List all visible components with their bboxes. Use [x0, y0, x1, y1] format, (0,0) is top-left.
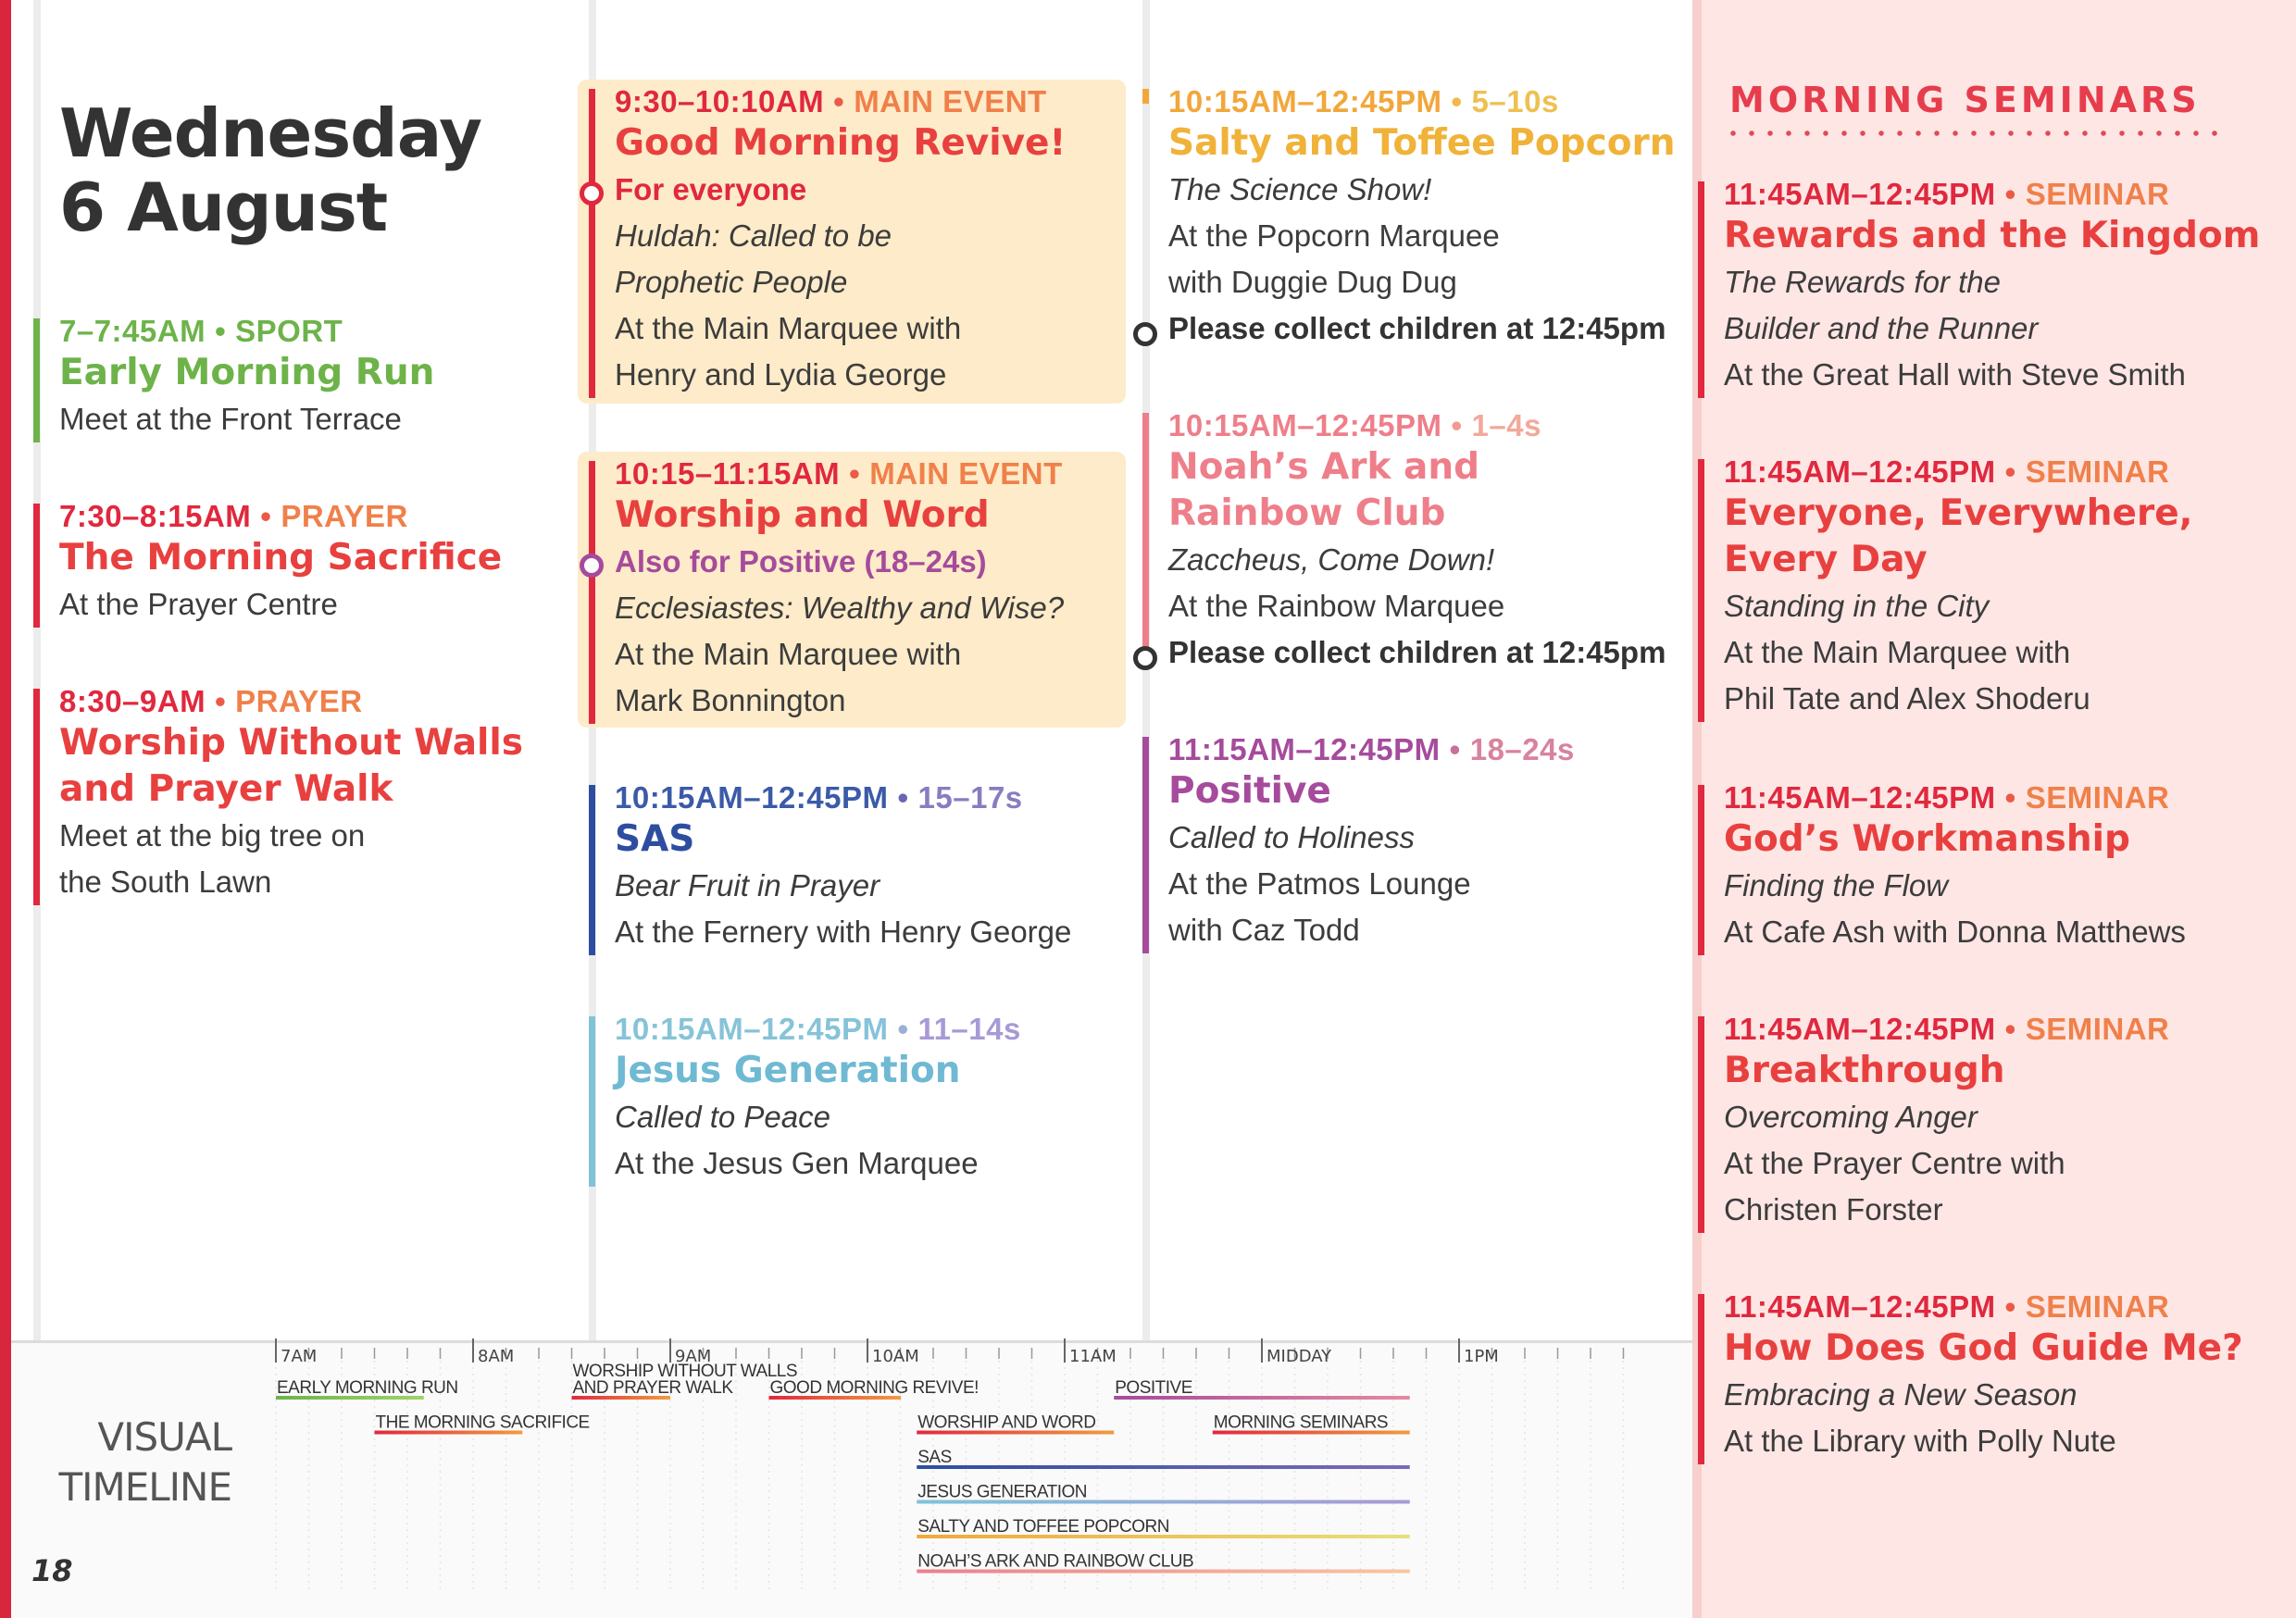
event-time: 8:30–9AM: [59, 684, 206, 718]
event-theme: Finding the Flow: [1724, 868, 1949, 902]
event-theme: Called to Holiness: [1168, 820, 1415, 854]
event-category: SEMINAR: [2025, 454, 2170, 489]
event-name: Worship Without Walls: [59, 722, 523, 764]
timeline-hour-label: 9AM: [675, 1347, 712, 1366]
event-theme: Huldah: Called to be: [615, 218, 892, 253]
event-location: At the Patmos Lounge: [1168, 866, 1471, 901]
event-location: At the Prayer Centre: [59, 587, 338, 621]
event-name: Worship and Word: [615, 494, 990, 536]
event-category: SEMINAR: [2025, 1012, 2170, 1046]
event-category: 18–24s: [1469, 732, 1575, 766]
timeline-bar-label: JESUS GENERATION: [917, 1482, 1087, 1502]
event-location: with Duggie Dug Dug: [1168, 265, 1457, 299]
separator-dot: •: [2004, 1012, 2016, 1046]
event-theme: Bear Fruit in Prayer: [615, 868, 880, 902]
event-time: 10:15AM–12:45PM: [615, 1012, 889, 1046]
event-location: At the Library with Polly Nute: [1724, 1424, 2116, 1458]
event-category: 15–17s: [917, 780, 1023, 815]
event-name: Rewards and the Kingdom: [1724, 215, 2261, 256]
timeline-hour-label: 1PM: [1464, 1347, 1499, 1366]
timeline-hour-label: 8AM: [478, 1347, 515, 1366]
event-location: At the Rainbow Marquee: [1168, 589, 1505, 623]
timeline-bar-label: WORSHIP WITHOUT WALLS: [572, 1362, 798, 1381]
separator-dot: •: [2004, 1289, 2016, 1324]
event-category: SEMINAR: [2025, 177, 2170, 211]
event-time: 11:15AM–12:45PM: [1168, 732, 1441, 766]
page-number: 18: [31, 1553, 73, 1588]
event-audience: For everyone: [615, 172, 807, 206]
separator-dot: •: [2004, 454, 2016, 489]
timeline-title-line: VISUAL: [97, 1414, 231, 1460]
event-location: At the Popcorn Marquee: [1168, 218, 1500, 253]
timeline-bar-label: THE MORNING SACRIFICE: [375, 1413, 590, 1433]
separator-dot: •: [1451, 84, 1463, 118]
timeline-bar-label: EARLY MORNING RUN: [277, 1378, 458, 1398]
separator-dot: •: [2004, 780, 2016, 815]
timeline-bar-label: SALTY AND TOFFEE POPCORN: [917, 1517, 1169, 1537]
day-name: Wednesday: [59, 94, 482, 172]
event-theme: Prophetic People: [615, 265, 848, 299]
timeline-hour-label: 10AM: [872, 1347, 919, 1366]
event-location: with Caz Todd: [1168, 913, 1360, 947]
event-name: Good Morning Revive!: [615, 122, 1067, 164]
event-time: 10:15AM–12:45PM: [615, 780, 889, 815]
event-location: Meet at the Front Terrace: [59, 402, 402, 436]
event-name: God’s Workmanship: [1724, 818, 2130, 860]
event-time: 7–7:45AM: [59, 314, 206, 348]
event-time: 10:15AM–12:45PM: [1168, 408, 1442, 442]
event-location: At the Fernery with Henry George: [615, 915, 1072, 949]
separator-dot: •: [260, 499, 272, 533]
separator-dot: •: [897, 780, 909, 815]
event-time: 7:30–8:15AM: [59, 499, 252, 533]
event-theme: The Rewards for the: [1724, 265, 2001, 299]
event-time: 11:45AM–12:45PM: [1724, 177, 1996, 211]
event-name: Early Morning Run: [59, 352, 435, 393]
timeline-hour-label: 7AM: [281, 1347, 318, 1366]
event-theme: Zaccheus, Come Down!: [1168, 542, 1495, 577]
event-location: Christen Forster: [1724, 1192, 1943, 1226]
event-location: At the Prayer Centre with: [1724, 1146, 2065, 1180]
event-location: Meet at the big tree on: [59, 818, 366, 853]
event-location: At the Jesus Gen Marquee: [615, 1146, 979, 1180]
event-location: Mark Bonnington: [615, 683, 846, 717]
timeline-bar-label: POSITIVE: [1115, 1378, 1192, 1398]
event-location: At the Main Marquee with: [615, 311, 962, 345]
seminars-heading: MORNING SEMINARS: [1729, 80, 2201, 120]
event-name: The Morning Sacrifice: [59, 537, 503, 579]
event-category: 5–10s: [1471, 84, 1559, 118]
event-name: Rainbow Club: [1168, 492, 1446, 534]
event-category: MAIN EVENT: [869, 456, 1063, 491]
event-category: PRAYER: [281, 499, 408, 533]
timeline-bar-label: SAS: [917, 1448, 952, 1467]
event-name: and Prayer Walk: [59, 768, 393, 810]
event-category: PRAYER: [235, 684, 363, 718]
event-name: Breakthrough: [1724, 1050, 2005, 1091]
event-time: 11:45AM–12:45PM: [1724, 780, 1996, 815]
separator-dot: •: [833, 84, 845, 118]
separator-dot: •: [215, 314, 227, 348]
event-category: 1–4s: [1471, 408, 1541, 442]
event-location: At the Main Marquee with: [1724, 635, 2071, 669]
event-name: Every Day: [1724, 539, 1928, 580]
separator-dot: •: [1449, 732, 1461, 766]
event-location: At the Great Hall with Steve Smith: [1724, 357, 2186, 392]
timeline-bar-label: MORNING SEMINARS: [1213, 1413, 1389, 1433]
timeline-title-line: TIMELINE: [58, 1464, 231, 1510]
event-collect-note: Please collect children at 12:45pm: [1168, 635, 1666, 669]
event-theme: Standing in the City: [1724, 589, 1990, 623]
timeline-bar: [917, 1465, 1410, 1469]
separator-dot: •: [2004, 177, 2016, 211]
event-category: SEMINAR: [2025, 1289, 2170, 1324]
event-name: SAS: [615, 818, 695, 860]
event-time: 9:30–10:10AM: [615, 84, 825, 118]
event-name: Positive: [1168, 770, 1331, 812]
event-time: 10:15–11:15AM: [615, 456, 841, 491]
event-name: How Does God Guide Me?: [1724, 1327, 2243, 1369]
event-name: Noah’s Ark and: [1168, 446, 1480, 488]
event-name: Everyone, Everywhere,: [1724, 492, 2193, 534]
event-time: 11:45AM–12:45PM: [1724, 1289, 1996, 1324]
event-location: the South Lawn: [59, 865, 272, 899]
event-audience: Also for Positive (18–24s): [615, 544, 987, 579]
separator-dot: •: [215, 684, 227, 718]
event-location: At the Main Marquee with: [615, 637, 962, 671]
day-date: 6 August: [59, 168, 388, 246]
timeline-bar-label: GOOD MORNING REVIVE!: [769, 1378, 979, 1398]
event-location: At Cafe Ash with Donna Matthews: [1724, 915, 2186, 949]
separator-dot: •: [897, 1012, 909, 1046]
event-theme: Called to Peace: [615, 1100, 830, 1134]
event-time: 11:45AM–12:45PM: [1724, 1012, 1996, 1046]
event-collect-note: Please collect children at 12:45pm: [1168, 311, 1666, 345]
event-location: Phil Tate and Alex Shoderu: [1724, 681, 2090, 716]
event-time: 10:15AM–12:45PM: [1168, 84, 1442, 118]
event-name: Jesus Generation: [615, 1050, 961, 1091]
event-time: 11:45AM–12:45PM: [1724, 454, 1996, 489]
event-category: MAIN EVENT: [854, 84, 1047, 118]
event-name: Salty and Toffee Popcorn: [1168, 122, 1676, 164]
timeline-hour-label: MIDDAY: [1267, 1347, 1332, 1366]
timeline-bar-label: WORSHIP AND WORD: [917, 1413, 1096, 1433]
event-theme: Overcoming Anger: [1724, 1100, 1978, 1134]
separator-dot: •: [849, 456, 861, 491]
event-location: Henry and Lydia George: [615, 357, 947, 392]
separator-dot: •: [1451, 408, 1463, 442]
event-theme: Embracing a New Season: [1724, 1377, 2078, 1412]
event-category: SPORT: [235, 314, 343, 348]
timeline-bar-label: NOAH’S ARK AND RAINBOW CLUB: [917, 1551, 1194, 1572]
event-category: 11–14s: [917, 1012, 1021, 1046]
event-theme: The Science Show!: [1168, 172, 1432, 206]
event-category: SEMINAR: [2025, 780, 2170, 815]
timeline-hour-label: 11AM: [1069, 1347, 1117, 1366]
event-theme: Ecclesiastes: Wealthy and Wise?: [615, 591, 1065, 625]
timeline-bar-label: AND PRAYER WALK: [572, 1378, 733, 1398]
event-theme: Builder and the Runner: [1724, 311, 2039, 345]
